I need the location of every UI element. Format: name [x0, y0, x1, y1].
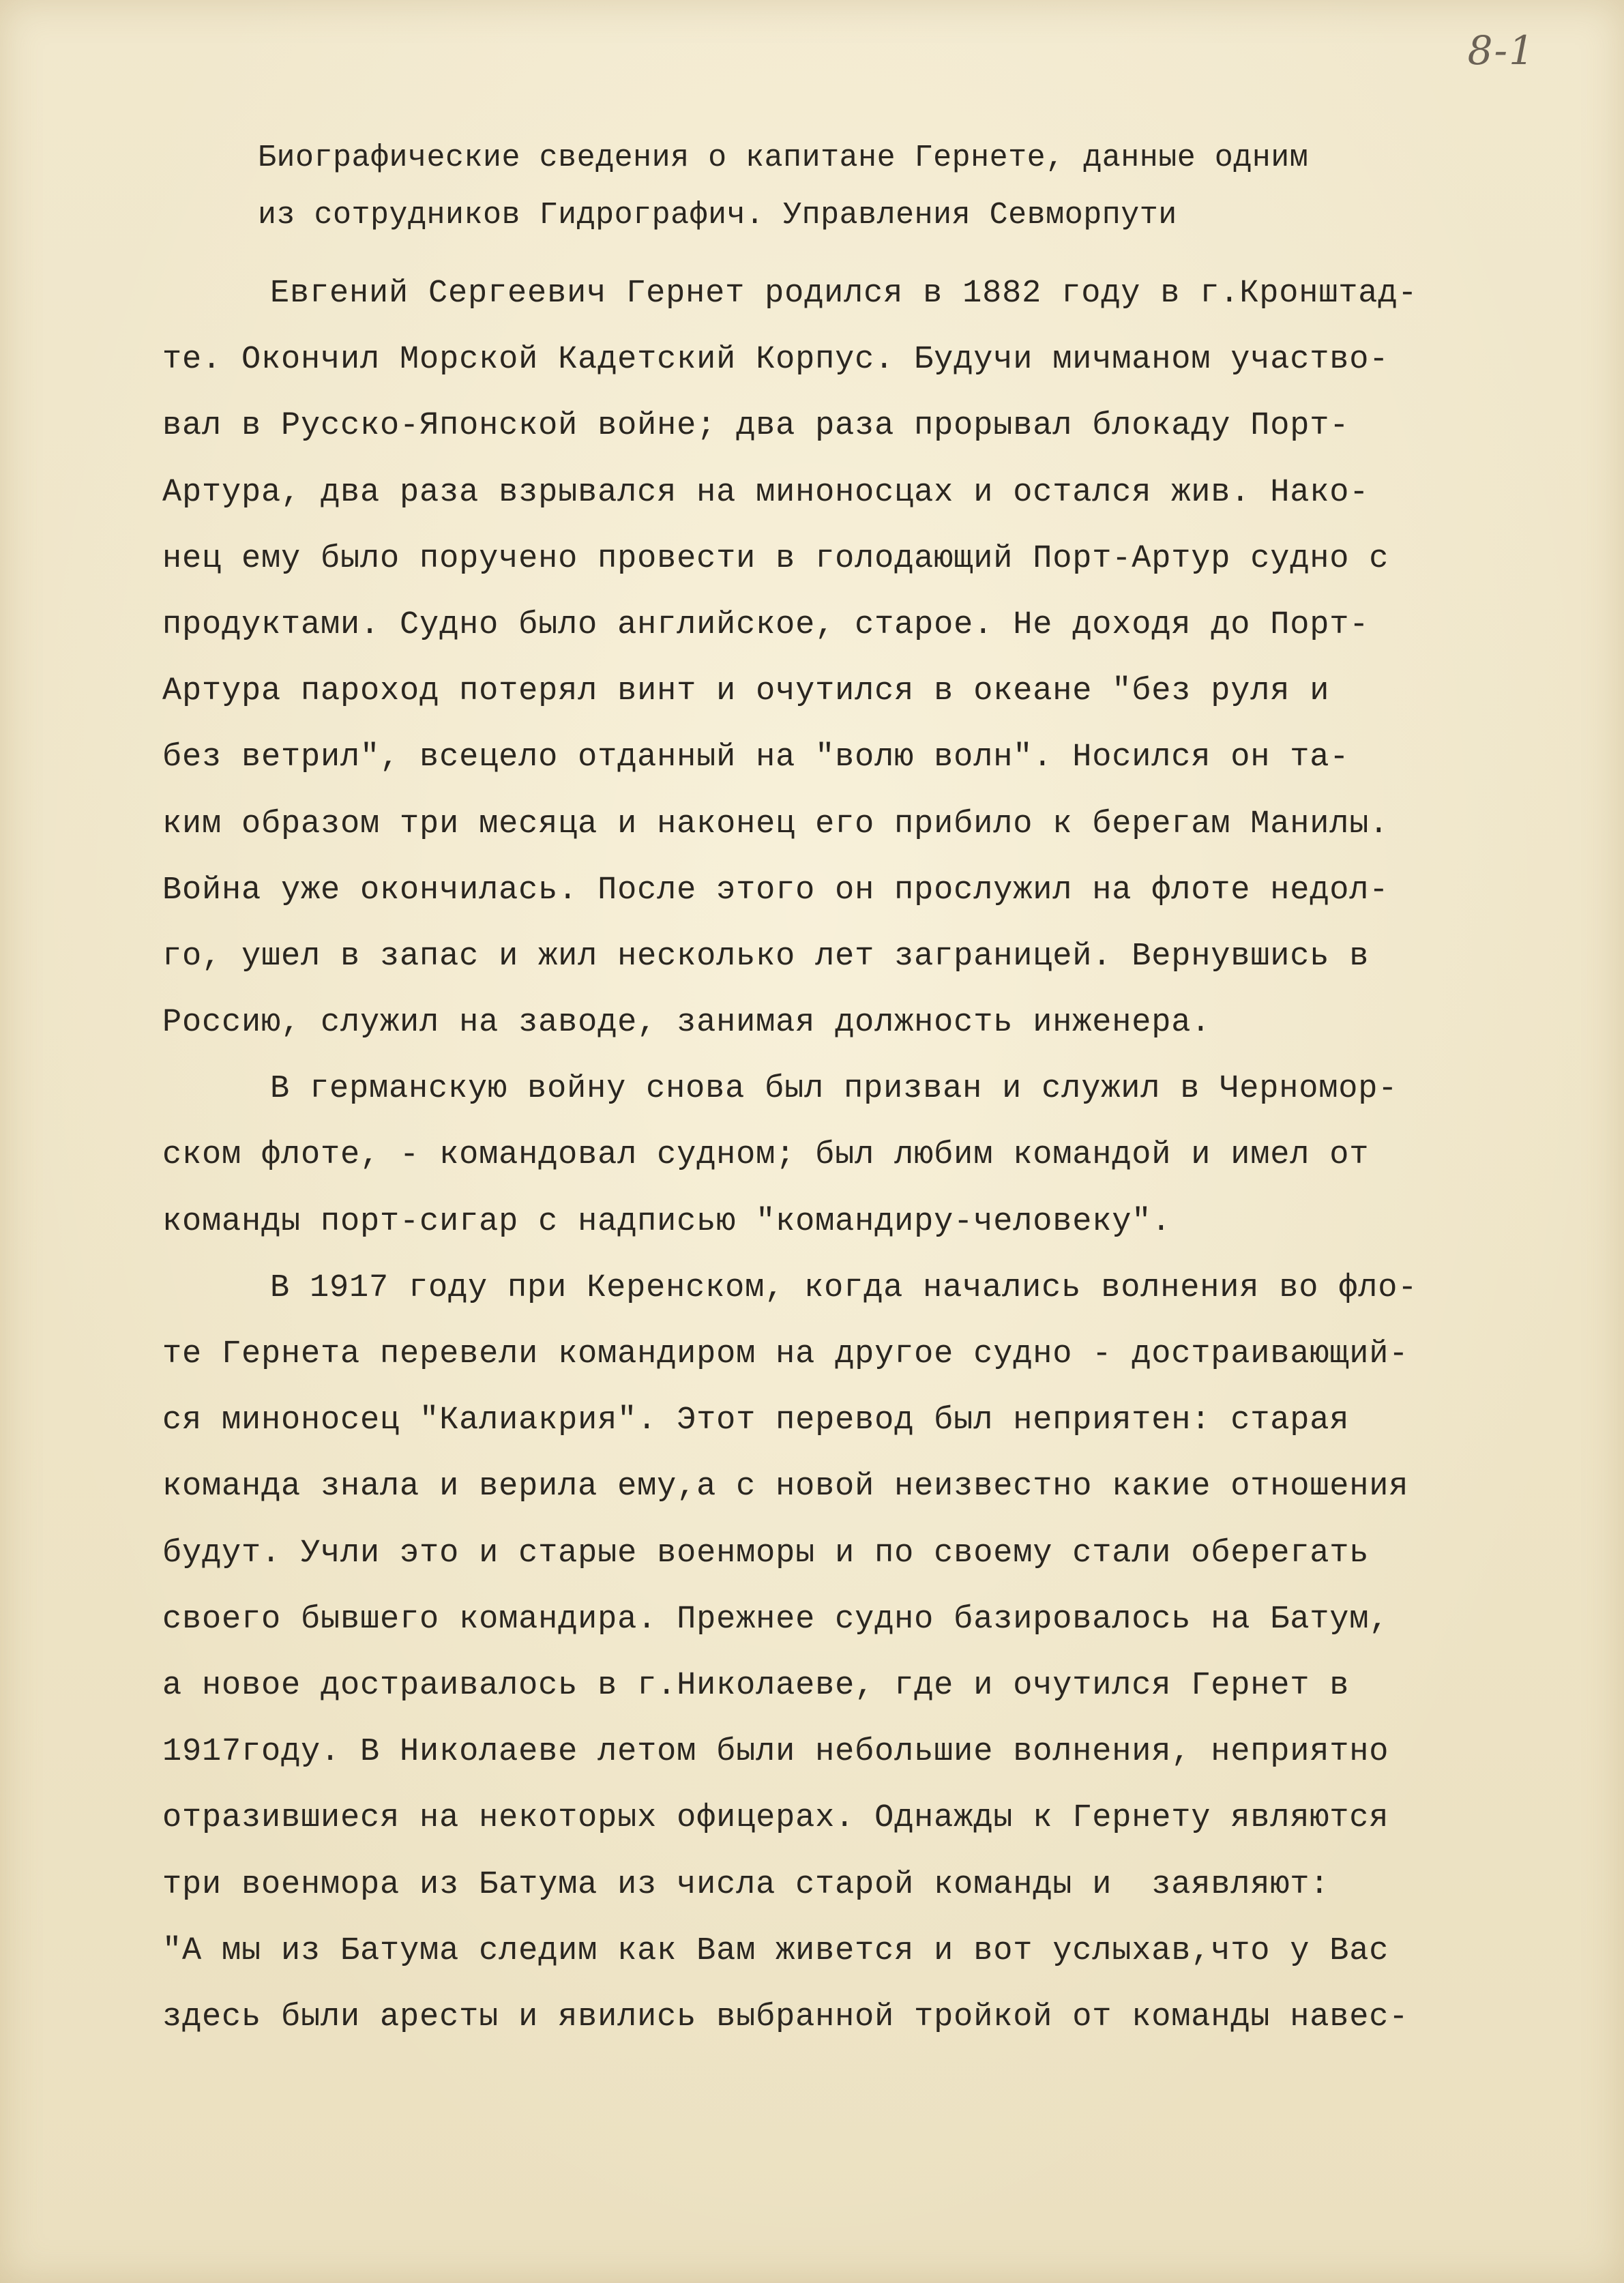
text-line: команды порт-сигар с надписью "командиру-человеку". — [162, 1203, 1172, 1240]
text-line: Россию, служил на заводе, занимая должность инженера. — [162, 1005, 1211, 1042]
text-line: нец ему было поручено провести в голодающий Порт-Артур судно с — [162, 540, 1389, 577]
text-line: го, ушел в запас и жил несколько лет заграницей. Вернувшись в — [162, 938, 1370, 975]
text-line: Артура пароход потерял винт и очутился в океане "без руля и — [162, 673, 1330, 710]
text-line: В 1917 году при Керенском, когда начались волнения во фло- — [270, 1269, 1418, 1306]
text-line: те. Окончил Морской Кадетский Корпус. Будучи мичманом участво- — [162, 342, 1389, 379]
text-line: Война уже окончилась. После этого он прослужил на флоте недол- — [162, 872, 1389, 909]
text-line: 1917году. В Николаеве летом были небольшие волнения, неприятно — [162, 1734, 1389, 1771]
text-line: ким образом три месяца и наконец его прибило к берегам Манилы. — [162, 806, 1389, 842]
text-line: а новое достраивалось в г.Николаеве, где и очутился Гернет в — [162, 1667, 1350, 1704]
heading-line: из сотрудников Гидрографич. Управления Севморпути — [258, 198, 1177, 233]
page-number: 8-1 — [1467, 27, 1535, 74]
text-line: Артура, два раза взрывался на миноносцах и остался жив. Нако- — [162, 474, 1370, 511]
text-line: те Гернета перевели командиром на другое судно - достраивающий- — [162, 1336, 1409, 1372]
text-line: три военмора из Батума из числа старой команды и заявляют: — [162, 1866, 1330, 1903]
text-line: ском флоте, - командовал судном; был любим командой и имел от — [162, 1137, 1370, 1174]
text-line: без ветрил", всецело отданный на "волю волн". Носился он та- — [162, 739, 1350, 776]
text-line: Евгений Сергеевич Гернет родился в 1882 году в г.Кронштад- — [270, 276, 1418, 312]
text-line: отразившиеся на некоторых офицерах. Однажды к Гернету являются — [162, 1800, 1389, 1837]
text-line: ся миноносец "Калиакрия". Этот перевод был неприятен: старая — [162, 1402, 1350, 1439]
text-line: В германскую войну снова был призван и служил в Черномор- — [270, 1071, 1398, 1108]
text-line: команда знала и верила ему,а с новой неизвестно какие отношения — [162, 1469, 1409, 1505]
text-line: здесь были аресты и явились выбранной тройкой от команды навес- — [162, 1999, 1409, 2035]
text-line: продуктами. Судно было английское, старое. Не доходя до Порт- — [162, 606, 1370, 643]
text-line: вал в Русско-Японской войне; два раза прорывал блокаду Порт- — [162, 408, 1350, 445]
text-line: "А мы из Батума следим как Вам живется и вот услыхав,что у Вас — [162, 1932, 1389, 1969]
document-heading — [258, 130, 1554, 244]
document-body — [162, 261, 1581, 2050]
text-line: своего бывшего командира. Прежнее судно базировалось на Батум, — [162, 1601, 1389, 1638]
heading-line: Биографические сведения о капитане Гернете, данные одним — [258, 141, 1309, 175]
text-line: будут. Учли это и старые военморы и по своему стали оберегать — [162, 1535, 1370, 1572]
